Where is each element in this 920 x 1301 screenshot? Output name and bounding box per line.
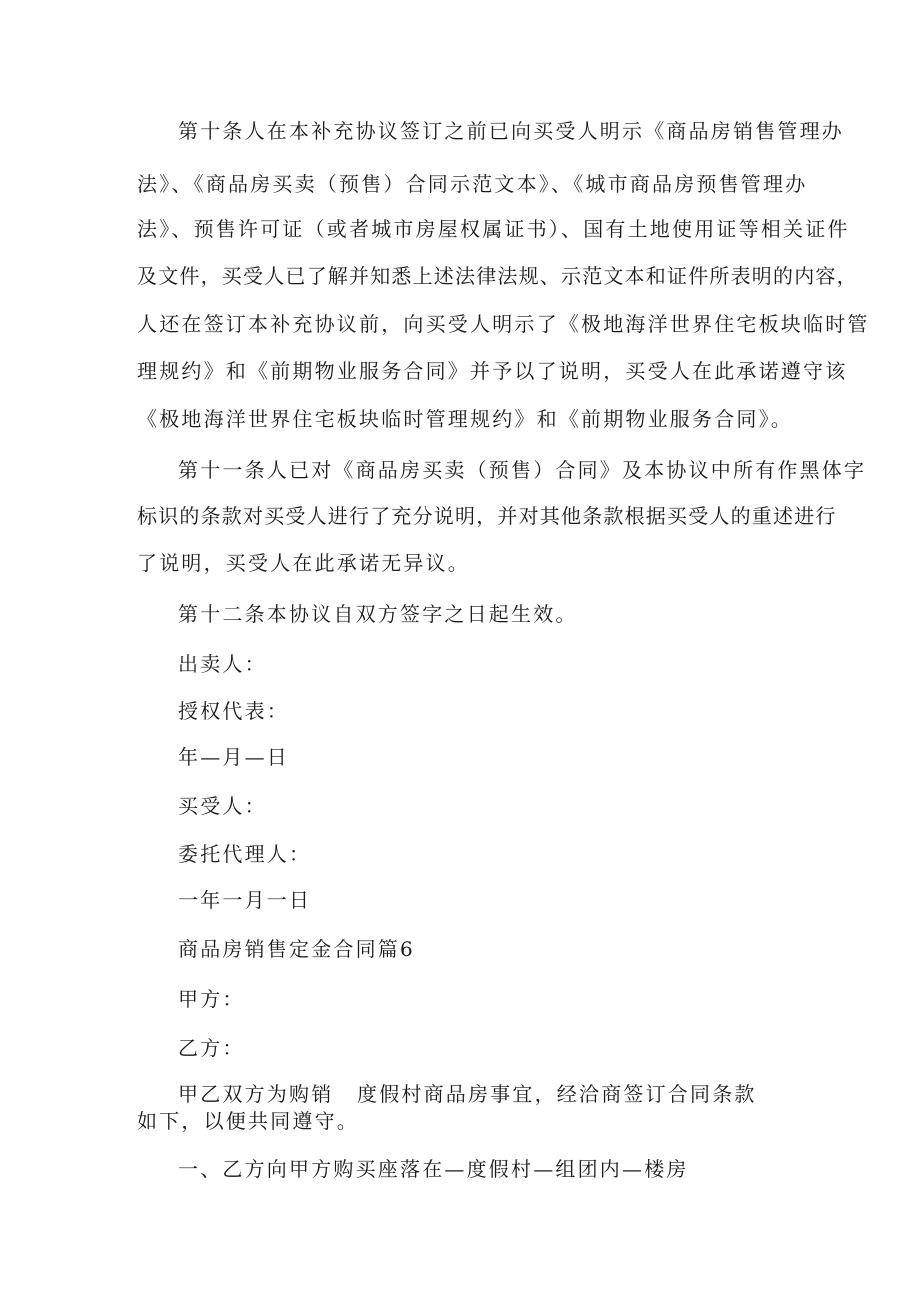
intro-line-1a: 甲乙双方为购销 bbox=[178, 1082, 334, 1106]
clause1-text: 一、乙方向甲方购买座落在—度假村—组团内—楼房 bbox=[178, 1157, 689, 1181]
party-a-label: 甲方： bbox=[178, 987, 245, 1011]
article11-line-3: 了说明，买受人在此承诺无异议。 bbox=[137, 551, 470, 575]
date-line-1: 年—月—日 bbox=[178, 745, 289, 769]
article10-line-2: 法》、《商品房买卖（预售）合同示范文本》、《城市商品房预售管理办 bbox=[137, 172, 808, 196]
date-line-2: 一年一月一日 bbox=[178, 888, 312, 912]
article10-line-6: 理规约》和《前期物业服务合同》并予以了说明，买受人在此承诺遵守该 bbox=[137, 359, 848, 383]
buyer-label: 买受人： bbox=[178, 794, 267, 818]
authorized-rep-label: 授权代表： bbox=[178, 699, 289, 723]
article10-line-7: 《极地海洋世界住宅板块临时管理规约》和《前期物业服务合同》。 bbox=[137, 407, 793, 431]
agent-label: 委托代理人： bbox=[178, 842, 312, 866]
intro-line-2: 如下，以便共同遵守。 bbox=[137, 1109, 359, 1133]
section-title: 商品房销售定金合同篇6 bbox=[178, 937, 415, 961]
article10-line-4: 及文件，买受人已了解并知悉上述法律法规、示范文本和证件所表明的内容， bbox=[137, 264, 858, 288]
article10-line-3: 法》、预售许可证（或者城市房屋权属证书）、国有土地使用证等相关证件 bbox=[137, 217, 850, 241]
article12-text: 第十二条本协议自双方签字之日起生效。 bbox=[178, 602, 578, 626]
seller-label: 出卖人： bbox=[178, 652, 267, 676]
intro-line-1b: 度假村商品房事宜，经洽商签订合同条款 bbox=[357, 1082, 757, 1106]
article10-line-5: 人还在签订本补充协议前，向买受人明示了《极地海洋世界住宅板块临时管 bbox=[137, 312, 870, 336]
party-b-label: 乙方： bbox=[178, 1036, 245, 1060]
article10-line-1: 第十条人在本补充协议签订之前已向买受人明示《商品房销售管理办 bbox=[178, 119, 844, 143]
article11-line-2: 标识的条款对买受人进行了充分说明，并对其他条款根据买受人的重述进行 bbox=[137, 504, 837, 528]
article11-line-1: 第十一条人已对《商品房买卖（预售）合同》及本协议中所有作黑体字 bbox=[178, 458, 867, 482]
